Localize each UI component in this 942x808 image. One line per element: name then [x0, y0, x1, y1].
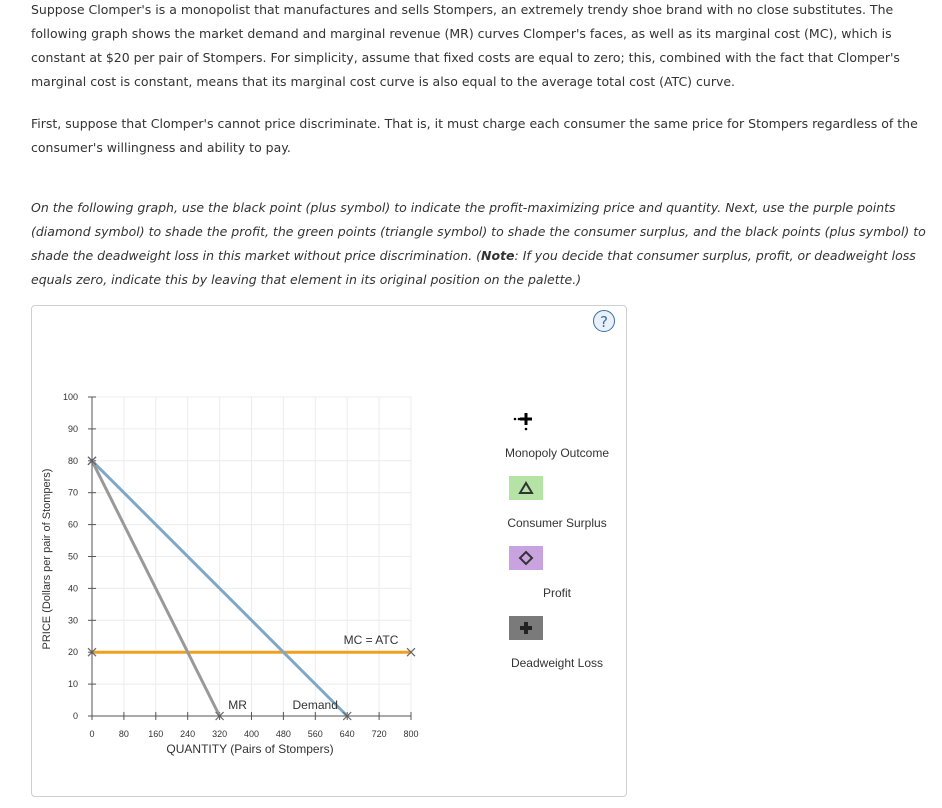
y-tick-label: 40	[67, 583, 78, 594]
y-tick-label: 60	[67, 519, 78, 530]
x-tick-label: 0	[89, 729, 95, 739]
drag-dot-icon	[514, 418, 517, 421]
y-tick-label: 50	[67, 551, 78, 562]
palette-swatch	[509, 546, 543, 570]
x-tick-label: 560	[307, 729, 323, 739]
monopoly-chart[interactable]	[32, 306, 626, 796]
help-button[interactable]: ?	[593, 310, 615, 332]
y-tick-label: 80	[67, 455, 78, 466]
instruction-paragraph	[31, 196, 933, 292]
x-tick-label: 480	[275, 729, 291, 739]
palette-label-profit: Profit	[542, 586, 571, 600]
mc-atc-label: MC = ATC	[343, 633, 399, 648]
x-tick-label: 320	[212, 729, 228, 739]
palette-label-monopoly-outcome: Monopoly Outcome	[504, 446, 610, 460]
palette-monopoly-outcome-button[interactable]	[514, 413, 532, 430]
palette-swatch	[509, 476, 543, 500]
intro-paragraph: Suppose Clomper's is a monopolist that manufactures and sells Stompers, an extremely trendy shoe brand with no close substitutes. The following graph shows the market demand and marginal revenue (MR) curves Clomper's faces, as well as its marginal cost (MC), which is constant at $20 per pair of Stompers. For simplicity, assume that fixed costs are equal to zero; this, combined with the fact that Clomper's marginal cost is constant, means that its marginal cost curve is also equal to the average total cost (ATC) curve.	[31, 2, 900, 89]
drag-dot-icon	[525, 428, 528, 431]
palette-label-deadweight-loss: Deadweight Loss	[510, 656, 604, 670]
y-tick-label: 70	[67, 487, 78, 498]
palette-consumer-surplus-button[interactable]	[509, 476, 543, 500]
y-tick-label: 90	[67, 423, 78, 434]
axis-ticks	[63, 392, 419, 739]
instruction-text-a: On the following graph, use the black point (plus symbol) to indicate the profit-maximizing price and quantity. Next, use the purple points (diamond symbol) to shade the profit, the green points (triangle symbol) to shade the consumer surplus, and the black points (plus symbol) to shade the deadweight loss in this market without price discrimination. (	[31, 200, 926, 263]
palette-label-consumer-surplus: Consumer Surplus	[507, 516, 607, 530]
x-tick-label: 160	[148, 729, 164, 739]
graph-panel	[31, 305, 627, 797]
x-tick-label: 400	[243, 729, 260, 739]
demand-label: Demand	[292, 698, 338, 712]
x-tick-label: 640	[339, 729, 355, 739]
x-tick-label: 80	[118, 729, 129, 739]
curve-labels	[228, 633, 398, 712]
y-axis-title: PRICE (Dollars per pair of Stompers)	[41, 468, 53, 650]
drag-dot-icon	[518, 418, 521, 421]
x-tick-label: 800	[403, 729, 419, 739]
y-tick-label: 0	[72, 711, 78, 721]
mr-label: MR	[228, 698, 247, 712]
y-tick-label: 20	[67, 647, 78, 658]
y-tick-label: 10	[67, 679, 78, 690]
y-tick-label: 100	[62, 392, 78, 402]
note-label: Note	[481, 248, 515, 263]
y-tick-label: 30	[67, 615, 78, 626]
palette-deadweight-loss-button[interactable]	[509, 616, 543, 640]
x-tick-label: 720	[371, 729, 387, 739]
instruction-text-b: : If you decide that consumer surplus, profit, or deadweight loss equals zero, indicate this by leaving that element in its original position on the palette.)	[31, 248, 916, 287]
x-tick-label: 240	[180, 729, 196, 739]
x-axis-title: QUANTITY (Pairs of Stompers)	[166, 742, 334, 756]
assumption-paragraph: First, suppose that Clomper's cannot price discriminate. That is, it must charge each consumer the same price for Stompers regardless of the consumer's willingness and ability to pay.	[31, 116, 918, 155]
palette-profit-button[interactable]	[509, 546, 543, 570]
